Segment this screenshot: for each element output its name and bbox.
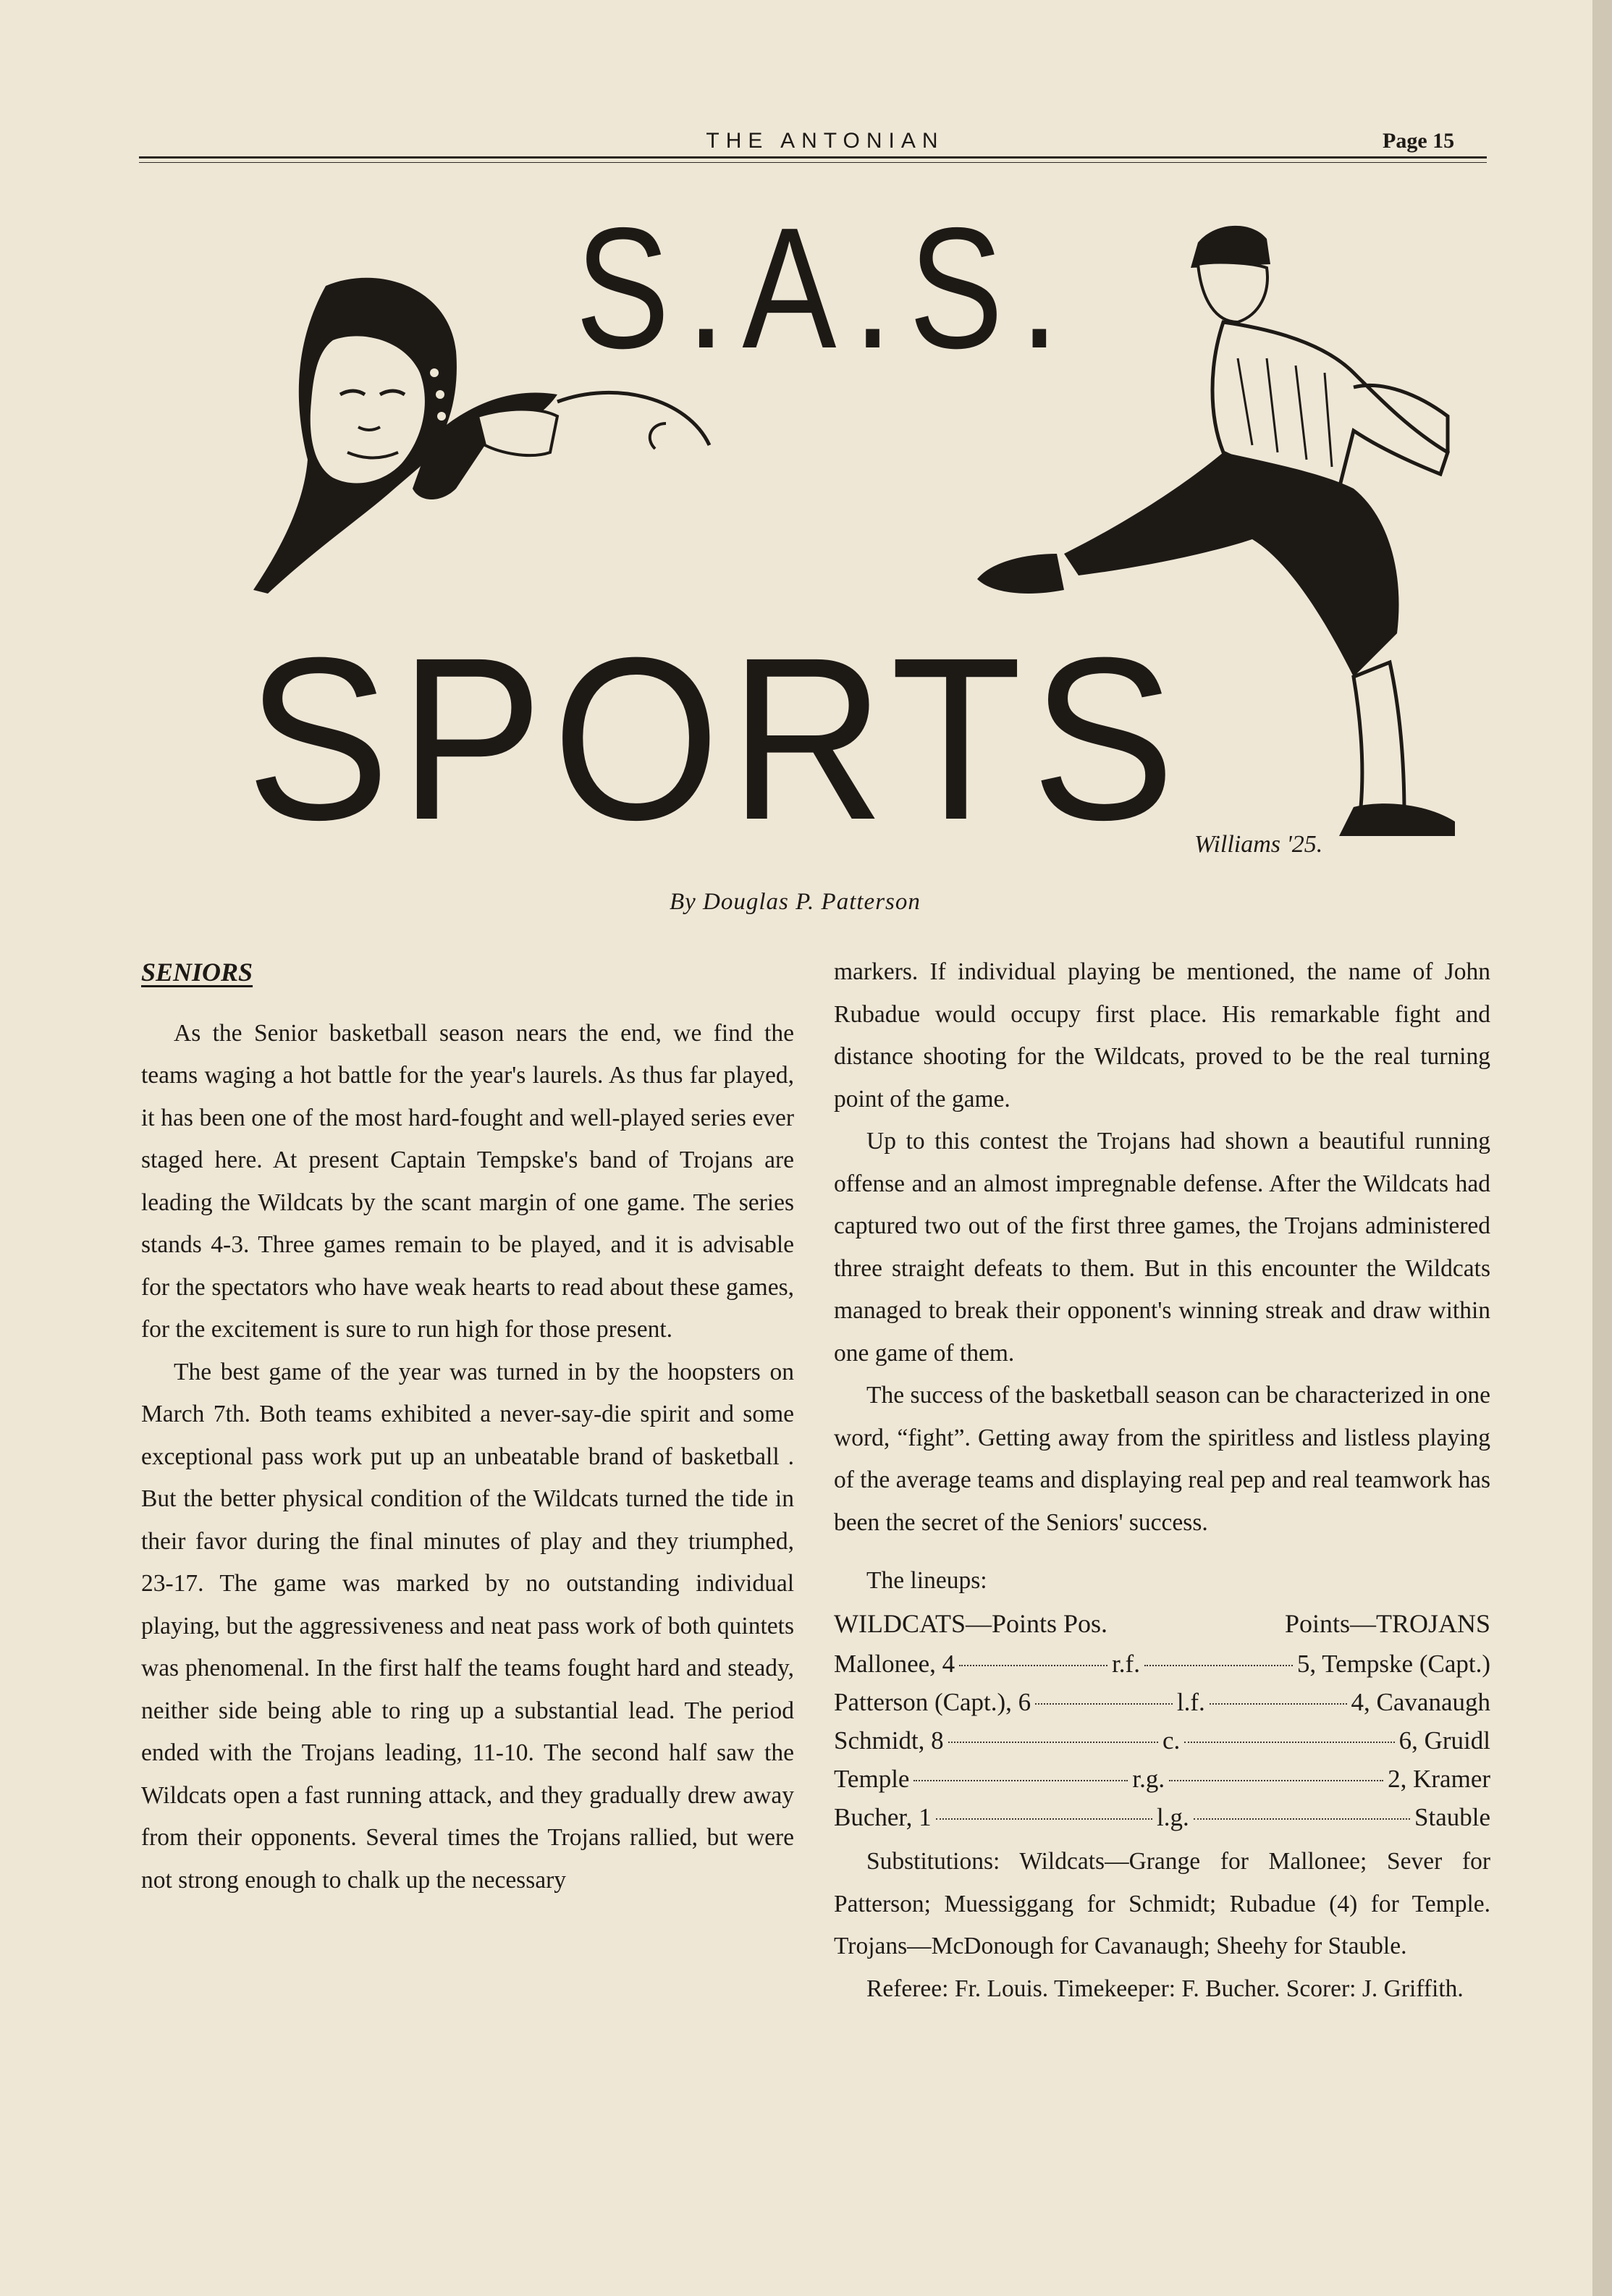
wildcat-player: Temple: [834, 1765, 910, 1793]
leader-dots: [948, 1742, 1158, 1743]
banner-title-line1: S.A.S.: [575, 193, 1076, 384]
left-column: [141, 951, 794, 1902]
leader-dots: [1194, 1818, 1410, 1820]
leader-dots: [936, 1818, 1152, 1820]
banner-title-line2: SPORTS: [246, 609, 1185, 868]
lineup-row: [834, 1760, 1490, 1798]
position: l.f.: [1176, 1688, 1205, 1716]
byline: By Douglas P. Patterson: [670, 889, 921, 915]
leader-dots: [1035, 1703, 1173, 1705]
header-rule: [139, 156, 1487, 159]
trojan-player: 4, Cavanaugh: [1351, 1688, 1490, 1716]
lineup-header: [834, 1603, 1490, 1645]
position: l.g.: [1156, 1803, 1189, 1831]
paragraph: Up to this contest the Trojans had shown a beautiful running offense and an almost impregnable defense. After the Wildcats had captured two out of the first three games, the Trojans administered three straight defeats to them. But in this encounter the Wildcats managed to break their opponent's winning streak and draw within one game of them.: [834, 1128, 1490, 1367]
wildcat-player: Bucher, 1: [834, 1803, 932, 1831]
page-number: Page 15: [1383, 129, 1455, 153]
lineup-row: [834, 1798, 1490, 1836]
leader-dots: [1169, 1780, 1383, 1781]
wildcat-player: Schmidt, 8: [834, 1726, 944, 1755]
wildcat-player: Mallonee, 4: [834, 1650, 955, 1678]
lineup-header-wildcats: WILDCATS—Points Pos.: [834, 1608, 1108, 1638]
right-column: [834, 951, 1490, 2010]
trojan-player: Stauble: [1414, 1803, 1491, 1831]
leader-dots: [1144, 1665, 1293, 1666]
trojan-player: 2, Kramer: [1388, 1765, 1491, 1793]
header-rule-thin: [139, 162, 1487, 163]
trojan-player: 6, Gruidl: [1398, 1726, 1490, 1755]
paragraph: markers. If individual playing be mentioned, the name of John Rubadue would occupy first place. His remarkable fight and distance shooting for the Wildcats, proved to be the real turning point of the game.: [834, 958, 1490, 1113]
paragraph: As the Senior basketball season nears the end, we find the teams waging a hot battle for the year's laurels. As thus far played, it has been one of the most hard-fought and well-played series ever staged here. At present Captain Tempske's band of Trojans are leading the Wildcats by the scant margin of one game. The series stands 4-3. Three games remain to be played, and it is advisable for the spectators who have weak hearts to read about these games, for the excitement is sure to run high for those present.: [141, 1019, 794, 1343]
position: c.: [1162, 1726, 1181, 1755]
officials: Referee: Fr. Louis. Timekeeper: F. Bucher. Scorer: J. Griffith.: [866, 1975, 1464, 2002]
leader-dots: [959, 1665, 1107, 1666]
lineup-row: [834, 1645, 1490, 1683]
leader-dots: [913, 1780, 1128, 1781]
paragraph: The best game of the year was turned in by the hoopsters on March 7th. Both teams exhibited a never-say-die spirit and some exceptional pass work put up an unbeatable brand of basketball . But the better physical condition of the Wildcats turned the tide in their favor during the final minutes of play and they triumphed, 23-17. The game was marked by no outstanding individual playing, but the aggressiveness and neat pass work of both quintets was phenomenal. In the first half the teams fought hard and steady, neither side being able to ring up a substantial lead. The period ended with the Trojans leading, 11-10. The second half saw the Wildcats open a fast running attack, and they gradually drew away from their opponents. Several times the Trojans rallied, but were not strong enough to chalk up the necessary: [141, 1358, 794, 1894]
trojan-player: 5, Tempske (Capt.): [1296, 1650, 1490, 1678]
position: r.g.: [1132, 1765, 1165, 1793]
lineups-label: The lineups:: [866, 1567, 987, 1594]
leader-dots: [1210, 1703, 1347, 1705]
artist-signature: Williams '25.: [1194, 831, 1323, 858]
position: r.f.: [1112, 1650, 1140, 1678]
section-title: SENIORS: [141, 958, 253, 987]
leader-dots: [1184, 1742, 1394, 1743]
lineup-header-trojans: Points—TROJANS: [1284, 1608, 1490, 1638]
substitutions: Substitutions: Wildcats—Grange for Mallonee; Sever for Patterson; Muessiggang for Schmidt; Rubadue (4) for Temple. Trojans—McDonough for Cavanaugh; Sheehy for Stauble.: [834, 1848, 1490, 1959]
publication-title: THE ANTONIAN: [706, 129, 945, 153]
wildcat-player: Patterson (Capt.), 6: [834, 1688, 1031, 1716]
lineup-row: [834, 1721, 1490, 1760]
lineup-row: [834, 1683, 1490, 1721]
paragraph: The success of the basketball season can be characterized in one word, “fight”. Getting away from the spiritless and listless playing of the average teams and displaying real pep and real teamwork has been the secret of the Seniors' success.: [834, 1382, 1490, 1536]
page-edge: [1592, 0, 1612, 2296]
